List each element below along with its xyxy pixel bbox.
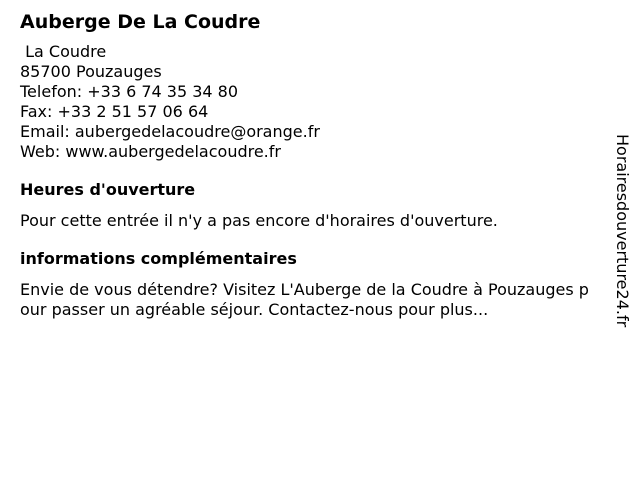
email-address[interactable]: Email: aubergedelacoudre@orange.fr <box>20 122 320 141</box>
additional-info-text: Envie de vous détendre? Visitez L'Auberge de la Coudre à Pouzauges pour passer un agréable séjour. Contactez-nous pour plus... <box>20 280 589 319</box>
fax-number: Fax: +33 2 51 57 06 64 <box>20 102 209 121</box>
phone-number[interactable]: Telefon: +33 6 74 35 34 80 <box>20 82 239 101</box>
opening-hours-text: Pour cette entrée il n'y a pas encore d'horaires d'ouverture. <box>20 211 498 230</box>
site-watermark: Horairesdouverture24.fr <box>613 134 632 328</box>
website-link[interactable]: Web: www.aubergedelacoudre.fr <box>20 142 281 161</box>
opening-hours-heading: Heures d'ouverture <box>20 180 196 199</box>
additional-info-heading: informations complémentaires <box>20 249 297 268</box>
business-name: Auberge De La Coudre <box>20 11 261 33</box>
address-city: 85700 Pouzauges <box>20 62 162 81</box>
address-street: La Coudre <box>20 42 107 61</box>
business-card <box>20 8 595 320</box>
